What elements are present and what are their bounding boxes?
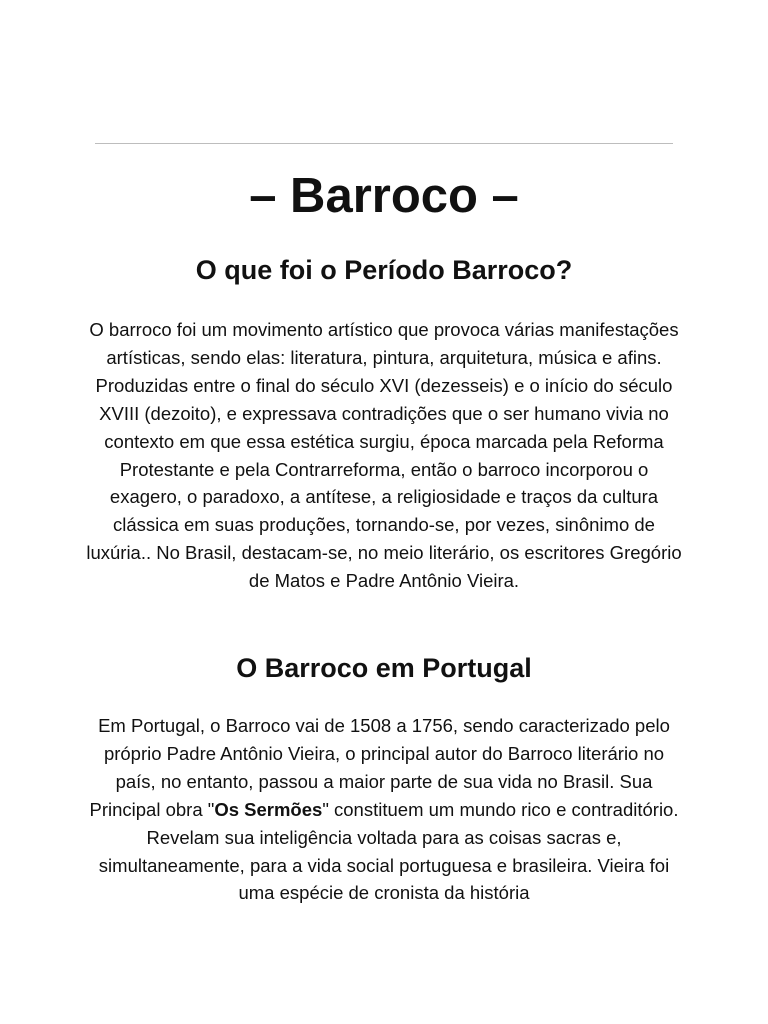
document-title: – Barroco – <box>249 169 519 223</box>
section-heading-periodo-barroco: O que foi o Período Barroco? <box>195 255 573 285</box>
section-paragraph-periodo-barroco: O barroco foi um movimento artístico que provoca várias manifestações artísticas, sendo elas: literatura, pintura, arquitetura, música e afins. Produzidas entre o final do século XVI (dezesseis) e o início do século XVIII (dezoito), e expressava contradições que o ser humano vivia no contexto em que essa estética surgiu, época marcada pela Reforma Protestante e pela Contrarreforma, então o barroco incorporou o exagero, o paradoxo, a antítese, a religiosidade e traços da cultura clássica em suas produções, tornando-se, por vezes, sinônimo de luxúria.. No Brasil, destacam-se, no meio literário, os escritores Gregório de Matos e Padre Antônio Vieira. <box>86 319 682 592</box>
paragraph-text-after-bold: " constituem um mundo rico e contraditório. Revelam sua inteligência voltada para as coisas sacras e, simultaneamente, para a vida social portuguesa e brasileira. Vieira foi uma espécie de cronista da história <box>98 798 679 904</box>
bold-work-title: Os Sermões <box>214 798 323 820</box>
paragraph-text-before-bold: Em Portugal, o Barroco vai de 1508 a 1756, sendo caracterizado pelo próprio Padre Antônio Vieira, o principal autor do Barroco literário no país, no entanto, passou a maior parte de sua vida no Brasil. Sua Principal obra " <box>89 715 670 820</box>
section-heading-barroco-portugal: O Barroco em Portugal <box>236 653 532 683</box>
horizontal-divider <box>95 143 673 144</box>
section-paragraph-barroco-portugal <box>84 712 684 907</box>
